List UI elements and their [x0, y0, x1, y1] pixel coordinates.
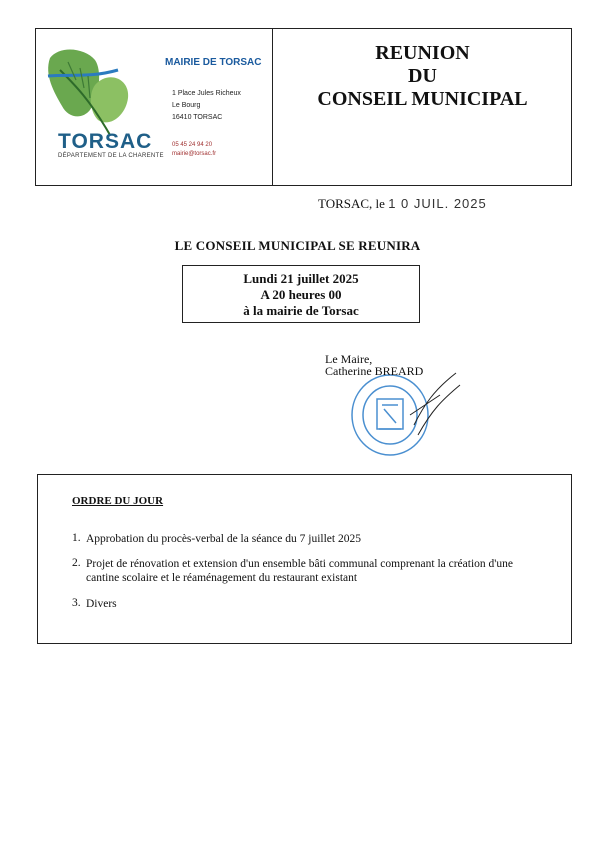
address-line-2: Le Bourg	[172, 102, 201, 109]
title-line-1: REUNION	[375, 42, 470, 64]
title-line-2: DU	[408, 65, 437, 87]
meeting-time: A 20 heures 00	[260, 287, 342, 302]
agenda-item-text: Divers	[86, 598, 117, 610]
date-line	[318, 196, 487, 212]
agenda-title: ORDRE DU JOUR	[72, 495, 164, 507]
phone-number: 05 45 24 94 20	[172, 142, 213, 148]
logo-wordmark: TORSAC	[58, 130, 153, 153]
agenda-item-text: Approbation du procès-verbal de la séance du 7 juillet 2025	[86, 533, 361, 545]
email-address: mairie@torsac.fr	[172, 151, 217, 157]
agenda-item-number: 3.	[72, 597, 81, 609]
date-stamp: 1 0 JUIL. 2025	[388, 196, 487, 211]
signatory-role: Le Maire,	[325, 352, 373, 366]
mairie-seal-icon	[344, 365, 464, 465]
address-line-3: 16410 TORSAC	[172, 114, 223, 121]
title-line-3: CONSEIL MUNICIPAL	[317, 88, 528, 110]
agenda-item	[72, 597, 534, 611]
mairie-name: MAIRIE DE TORSAC	[165, 57, 262, 68]
agenda-item-number: 2.	[72, 557, 81, 569]
date-prefix: TORSAC, le	[318, 196, 385, 211]
meeting-day: Lundi 21 juillet 2025	[243, 271, 359, 286]
agenda-item	[72, 532, 534, 546]
signatory-name: Catherine BREARD	[325, 364, 424, 378]
meeting-place: à la mairie de Torsac	[243, 303, 359, 318]
address-line-1: 1 Place Jules Richeux	[172, 90, 241, 97]
logo-subtitle: DÉPARTEMENT DE LA CHARENTE	[58, 153, 164, 159]
main-heading: LE CONSEIL MUNICIPAL SE REUNIRA	[174, 238, 421, 253]
agenda-item-number: 1.	[72, 532, 81, 544]
agenda-item	[72, 557, 534, 585]
agenda-item-text: Projet de rénovation et extension d'un ensemble bâti communal comprenant la création d'une cantine scolaire et le réaménagement du restaurant existant	[86, 558, 513, 584]
